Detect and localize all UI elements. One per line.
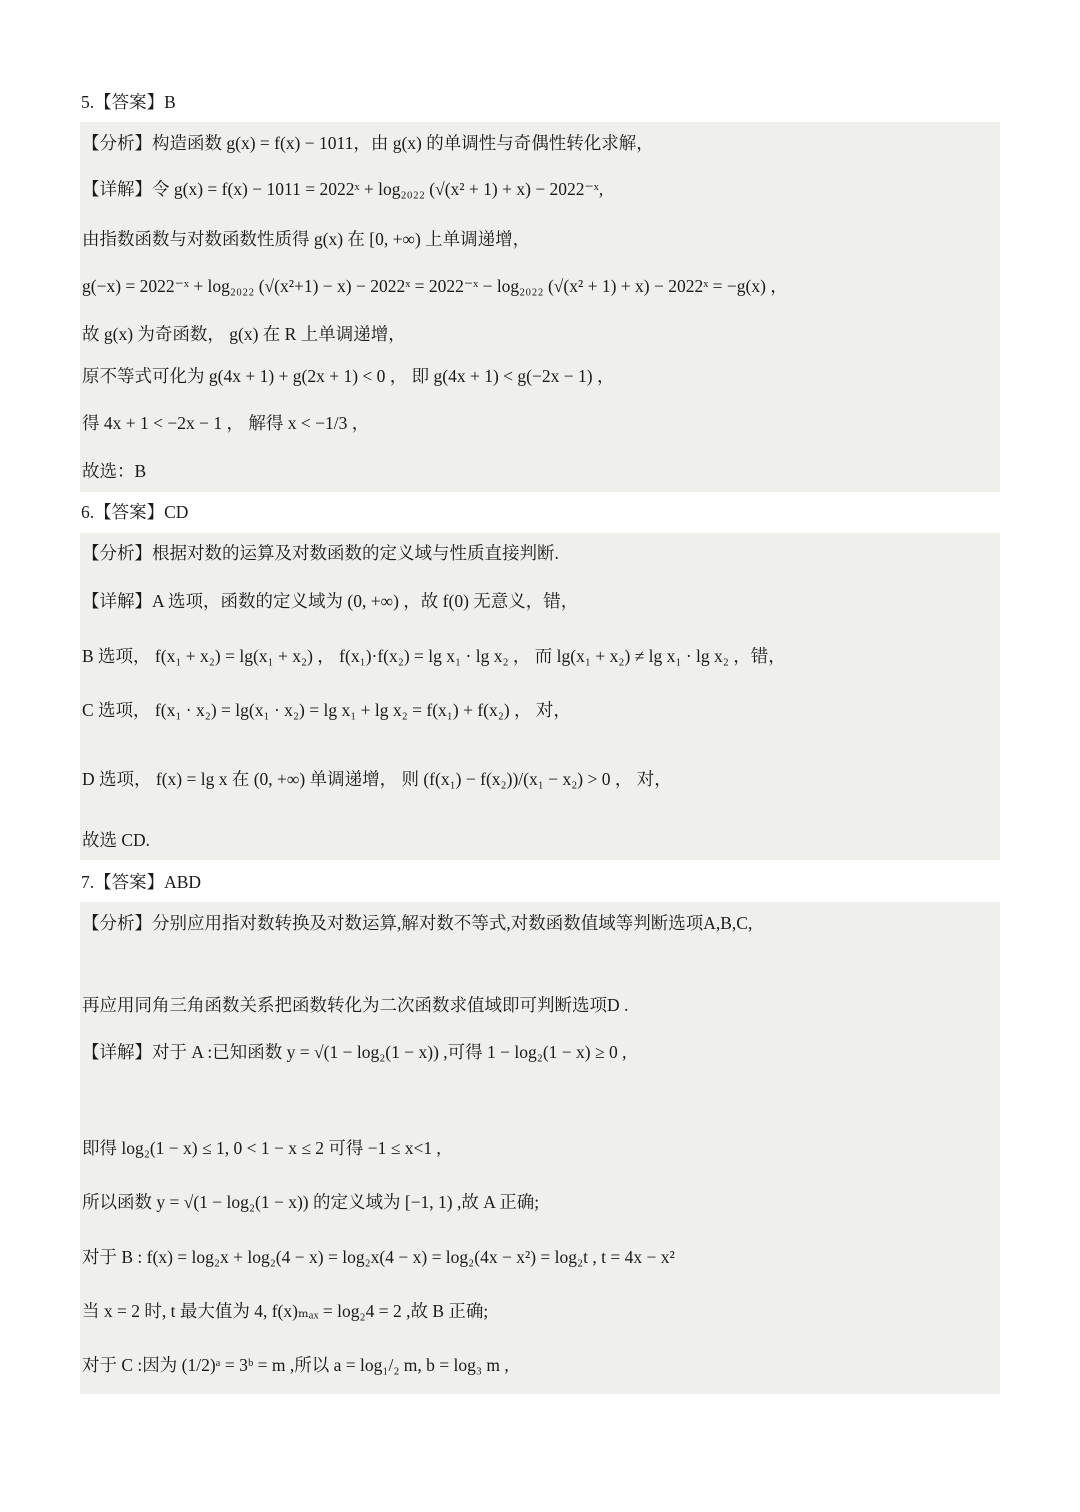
q7-line-analysis-cont: 再应用同角三角函数关系把函数转化为二次函数求值域即可判断选项D . — [82, 995, 629, 1015]
q7-answer: 7.【答案】ABD — [81, 872, 202, 892]
q5-line-detail: 【详解】令 g(x) = f(x) − 1011 = 2022ˣ + log₂₀₂₂ (√(x² + 1) + x) − 2022⁻ˣ, — [82, 179, 604, 199]
q6-line-option-c: C 选项， f(x₁ · x₂) = lg(x₁ · x₂) = lg x₁ + lg x₂ = f(x₁) + f(x₂) ， 对， — [82, 700, 571, 720]
q5-line-monotonic: 由指数函数与对数函数性质得 g(x) 在 [0, +∞) 上单调递增， — [82, 229, 531, 249]
q5-line-odd-proof: g(−x) = 2022⁻ˣ + log₂₀₂₂ (√(x²+1) − x) − 2022ˣ = 2022⁻ˣ − log₂₀₂₂ (√(x² + 1) + x) − 2022ˣ = −g(x) ， — [82, 276, 788, 296]
q6-line-option-b: B 选项， f(x₁ + x₂) = lg(x₁ + x₂) ， f(x₁)·f(x₂) = lg x₁ · lg x₂ ， 而 lg(x₁ + x₂) ≠ lg x₁ · lg x₂ ，错， — [82, 646, 786, 666]
q5-line-odd-conclusion: 故 g(x) 为奇函数， g(x) 在 R 上单调递增， — [82, 324, 406, 344]
q7-line-analysis: 【分析】分别应用指对数转换及对数运算,解对数不等式,对数函数值域等判断选项A,B,C, — [82, 913, 753, 933]
q7-line-option-b: 对于 B : f(x) = log₂x + log₂(4 − x) = log₂x(4 − x) = log₂(4x − x²) = log₂t , t = 4x − x² — [82, 1247, 675, 1267]
q5-answer: 5.【答案】B — [81, 92, 176, 112]
q5-line-choice: 故选：B — [82, 461, 147, 481]
q5-line-solve: 得 4x + 1 < −2x − 1 ， 解得 x < −1/3 ， — [82, 413, 370, 433]
q7-line-option-c: 对于 C :因为 (1/2)ᵃ = 3ᵇ = m ,所以 a = log₁/₂ m, b = log₃ m , — [82, 1355, 509, 1375]
q7-line-range: 即得 log₂(1 − x) ≤ 1, 0 < 1 − x ≤ 2 可得 −1 ≤ x<1 , — [82, 1138, 441, 1158]
q7-line-domain: 所以函数 y = √(1 − log₂(1 − x)) 的定义域为 [−1, 1) ,故 A 正确; — [82, 1192, 540, 1212]
q6-answer: 6.【答案】CD — [81, 502, 189, 522]
q6-line-option-a: 【详解】A 选项，函数的定义域为 (0, +∞) ，故 f(0) 无意义，错， — [82, 591, 579, 611]
q5-line-inequality: 原不等式可化为 g(4x + 1) + g(2x + 1) < 0 ， 即 g(4x + 1) < g(−2x − 1) ， — [82, 366, 615, 386]
q5-line-analysis: 【分析】构造函数 g(x) = f(x) − 1011，由 g(x) 的单调性与奇偶性转化求解， — [82, 133, 654, 153]
q6-line-choice: 故选 CD. — [82, 830, 151, 850]
q7-line-detail-a: 【详解】对于 A :已知函数 y = √(1 − log₂(1 − x)) ,可得 1 − log₂(1 − x) ≥ 0 , — [82, 1042, 627, 1062]
q7-line-max: 当 x = 2 时, t 最大值为 4, f(x)ₘₐₓ = log₂4 = 2 ,故 B 正确; — [82, 1301, 489, 1321]
q6-line-analysis: 【分析】根据对数的运算及对数函数的定义域与性质直接判断. — [82, 543, 559, 563]
q6-line-option-d: D 选项， f(x) = lg x 在 (0, +∞) 单调递增， 则 (f(x₁) − f(x₂))/(x₁ − x₂) > 0 ， 对， — [82, 769, 672, 789]
